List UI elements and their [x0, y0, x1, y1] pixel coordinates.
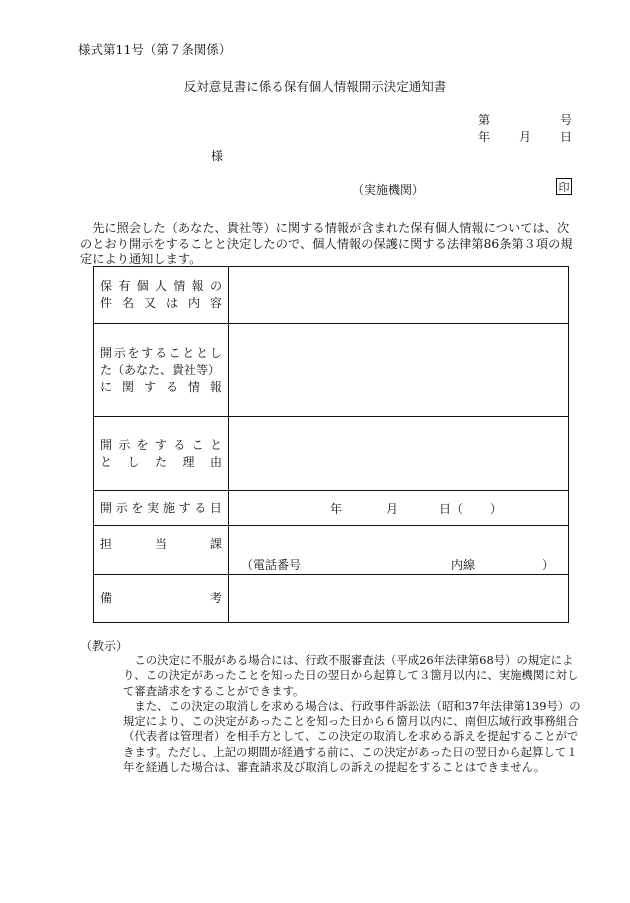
label-line: [100, 500, 222, 517]
label-line: [100, 590, 222, 607]
label-char: 情: [187, 379, 200, 394]
label-char: た: [154, 454, 167, 469]
label-char: を: [136, 437, 149, 452]
document-number-line: [478, 111, 572, 128]
label-char: 名: [121, 296, 134, 310]
label-char: 施: [162, 500, 175, 515]
value-subject[interactable]: [229, 267, 569, 324]
label-char: 内: [187, 296, 200, 310]
date-year: 年: [478, 130, 491, 144]
label-char: 由: [209, 454, 222, 469]
notice-paragraph-2: また、この決定の取消しを求める場合は、行政事件訴訟法（昭和37年法律第139号）の規定により、この決定があったことを知った日から６箇月以内に、南但広域行政事務組合（代表者は管理者）を相手方として、この決定の取消しを求める訴えを提起することができます。ただし、上記の期間が経過する前に、この決定があった日の翌日から起算して１年を経過した場合は、審査請求及び取消しの訴えの提起をすることはできません。: [123, 698, 581, 775]
disclosure-day: 日（: [439, 502, 464, 516]
label-line: [100, 454, 222, 471]
form-number: 様式第11号（第７条関係）: [78, 42, 232, 57]
label-char: と: [100, 454, 113, 469]
label-char: 件: [100, 296, 113, 310]
label-char: す: [141, 345, 154, 360]
label-char: す: [178, 500, 191, 515]
value-remarks[interactable]: [229, 575, 569, 623]
addressee-suffix: 様: [211, 149, 224, 163]
label-char: 報: [209, 379, 222, 394]
label-disclosure-date: [94, 491, 229, 526]
label-subject: [94, 267, 229, 324]
table-row: [94, 491, 569, 526]
disclosure-month: 月: [386, 502, 399, 516]
label-line: [100, 295, 222, 312]
table-row: [94, 526, 569, 575]
label-char: 示: [118, 437, 131, 452]
label-char: 情: [173, 279, 186, 293]
label-char: を: [127, 345, 140, 360]
date-month: 月: [518, 130, 531, 144]
phone-close: ）: [542, 558, 555, 572]
label-char: し: [209, 345, 222, 360]
label-char: す: [154, 437, 167, 452]
label-char: 容: [209, 296, 222, 310]
label-char: る: [165, 379, 178, 394]
agency-label: （実施機関）: [352, 183, 425, 197]
label-char: 人: [154, 279, 167, 293]
label-char: は: [165, 296, 178, 310]
body-paragraph: 先に照会した（あなた、貴社等）に関する情報が含まれた保有個人情報については、次のとおり開示をすることと決定したので、個人情報の保護に関する法律第86条第３項の規定により通知します。: [80, 221, 573, 266]
label-char: る: [173, 437, 186, 452]
label-char: と: [209, 437, 222, 452]
label-char: を: [131, 500, 144, 515]
label-char: 開: [100, 437, 113, 452]
label-char: 開: [100, 345, 113, 360]
label-line: た（あなた、貴社等）: [100, 362, 221, 377]
value-reason[interactable]: [229, 417, 569, 491]
label-char: の: [209, 279, 222, 293]
label-char: と: [182, 345, 195, 360]
label-char: 備: [100, 591, 113, 605]
table-row: [94, 575, 569, 623]
value-department[interactable]: [229, 526, 569, 575]
label-char: す: [143, 379, 156, 394]
table-row: [94, 417, 569, 491]
label-char: こ: [168, 345, 181, 360]
label-line: [100, 345, 222, 362]
notice-text: [123, 653, 581, 775]
table-row: [94, 267, 569, 324]
notice-paragraph-1: この決定に不服がある場合には、行政不服審査法（平成26年法律第68号）の規定により、この決定があったことを知った日の翌日から起算して３箇月以内に、実施機関に対して審査請求をすることができます。: [123, 653, 579, 698]
label-remarks: [94, 575, 229, 623]
label-line: [100, 536, 222, 553]
disclosure-close: ）: [490, 502, 503, 516]
label-reason: [94, 417, 229, 491]
label-char: る: [194, 500, 207, 515]
disclosure-table: [93, 266, 569, 623]
table-row: [94, 324, 569, 417]
label-char: こ: [191, 437, 204, 452]
label-char: 日: [209, 500, 222, 515]
label-char: 示: [115, 500, 128, 515]
label-char: に: [100, 379, 113, 394]
label-char: 有: [118, 279, 131, 293]
label-char: る: [154, 345, 167, 360]
label-char: 当: [154, 536, 167, 551]
label-char: 理: [182, 454, 195, 469]
label-char: 示: [113, 345, 126, 360]
label-char: 保: [100, 279, 113, 293]
disclosure-year: 年: [330, 502, 343, 516]
label-char: と: [196, 345, 209, 360]
label-line: [100, 379, 222, 396]
date-day: 日: [559, 130, 572, 144]
label-char: 開: [100, 500, 113, 515]
label-char: 実: [147, 500, 160, 515]
number-suffix: 号: [559, 113, 572, 127]
notice-label: （教示）: [80, 639, 129, 653]
number-prefix: 第: [478, 113, 491, 127]
label-line: [100, 437, 222, 454]
label-char: 又: [143, 296, 156, 310]
label-char: 報: [191, 279, 204, 293]
extension-label: 内線: [451, 558, 476, 572]
label-department: [94, 526, 229, 575]
phone-label: （電話番号: [241, 558, 302, 572]
value-disclosure-date[interactable]: [229, 491, 569, 526]
document-title: 反対意見書に係る保有個人情報開示決定通知書: [183, 79, 447, 94]
body-text: [80, 221, 580, 268]
label-char: 課: [209, 536, 222, 551]
label-char: 考: [209, 591, 222, 605]
seal-stamp: 印: [556, 178, 572, 195]
label-char: 関: [121, 379, 134, 394]
label-line: [100, 278, 222, 295]
value-related-info[interactable]: [229, 324, 569, 417]
date-line: [478, 128, 572, 145]
label-char: し: [127, 454, 140, 469]
label-char: 担: [100, 536, 113, 551]
label-related-info: [94, 324, 229, 417]
label-char: 個: [136, 279, 149, 293]
